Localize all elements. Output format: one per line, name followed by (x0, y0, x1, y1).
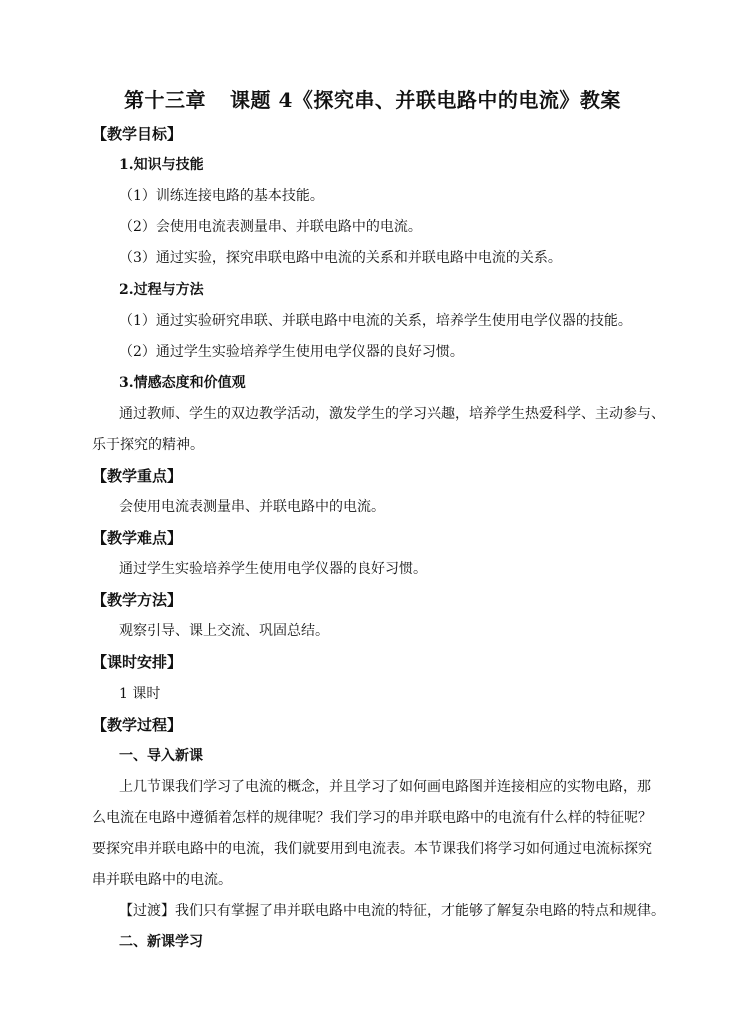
key-points-text: 会使用电流表测量串、并联电路中的电流。 (119, 499, 385, 515)
new-lesson-heading: 二、新课学习 (119, 934, 203, 950)
intro-heading: 一、导入新课 (119, 748, 203, 764)
process-item-2: （2）通过学生实验培养学生使用电学仪器的良好习惯。 (119, 344, 464, 360)
knowledge-heading: 1.知识与技能 (119, 157, 204, 173)
difficulties-heading: 【教学难点】 (92, 529, 183, 547)
knowledge-item-3: （3）通过实验，探究串联电路中电流的关系和并联电路中电流的关系。 (119, 250, 562, 266)
difficulties-text: 通过学生实验培养学生使用电学仪器的良好习惯。 (119, 561, 427, 577)
intro-text-line-2: 么电流在电路中遵循着怎样的规律呢？我们学习的串并联电路中的电流有什么样的特征呢？ (92, 810, 652, 826)
methods-text: 观察引导、课上交流、巩固总结。 (119, 623, 329, 639)
intro-text-line-4: 串并联电路中的电流。 (92, 872, 232, 888)
emotion-text-line-1: 通过教师、学生的双边教学活动，激发学生的学习兴趣，培养学生热爱科学、主动参与、 (119, 406, 665, 422)
intro-text-line-1: 上几节课我们学习了电流的概念，并且学习了如何画电路图并连接相应的实物电路，那 (119, 779, 651, 795)
schedule-heading: 【课时安排】 (92, 653, 183, 671)
schedule-text: 1 课时 (119, 686, 161, 702)
intro-text-line-3: 要探究串并联电路中的电流，我们就要用到电流表。本节课我们将学习如何通过电流标探究 (92, 841, 652, 857)
emotion-heading: 3.情感态度和价值观 (119, 375, 246, 391)
emotion-text-line-2: 乐于探究的精神。 (92, 437, 204, 453)
document-title (0, 84, 745, 113)
lesson-title: 课题 4《探究串、并联电路中的电流》教案 (230, 88, 621, 112)
objectives-heading: 【教学目标】 (92, 125, 183, 143)
process-heading: 2.过程与方法 (119, 282, 204, 298)
process-item-1: （1）通过实验研究串联、并联电路中电流的关系，培养学生使用电学仪器的技能。 (119, 313, 632, 329)
transition-text: 【过渡】我们只有掌握了串并联电路中电流的特征，才能够了解复杂电路的特点和规律。 (119, 903, 665, 919)
key-points-heading: 【教学重点】 (92, 467, 183, 485)
chapter-label: 第十三章 (124, 88, 207, 112)
methods-heading: 【教学方法】 (92, 591, 183, 609)
knowledge-item-2: （2）会使用电流表测量串、并联电路中的电流。 (119, 219, 422, 235)
teaching-process-heading: 【教学过程】 (92, 716, 183, 734)
knowledge-item-1: （1）训练连接电路的基本技能。 (119, 188, 324, 204)
